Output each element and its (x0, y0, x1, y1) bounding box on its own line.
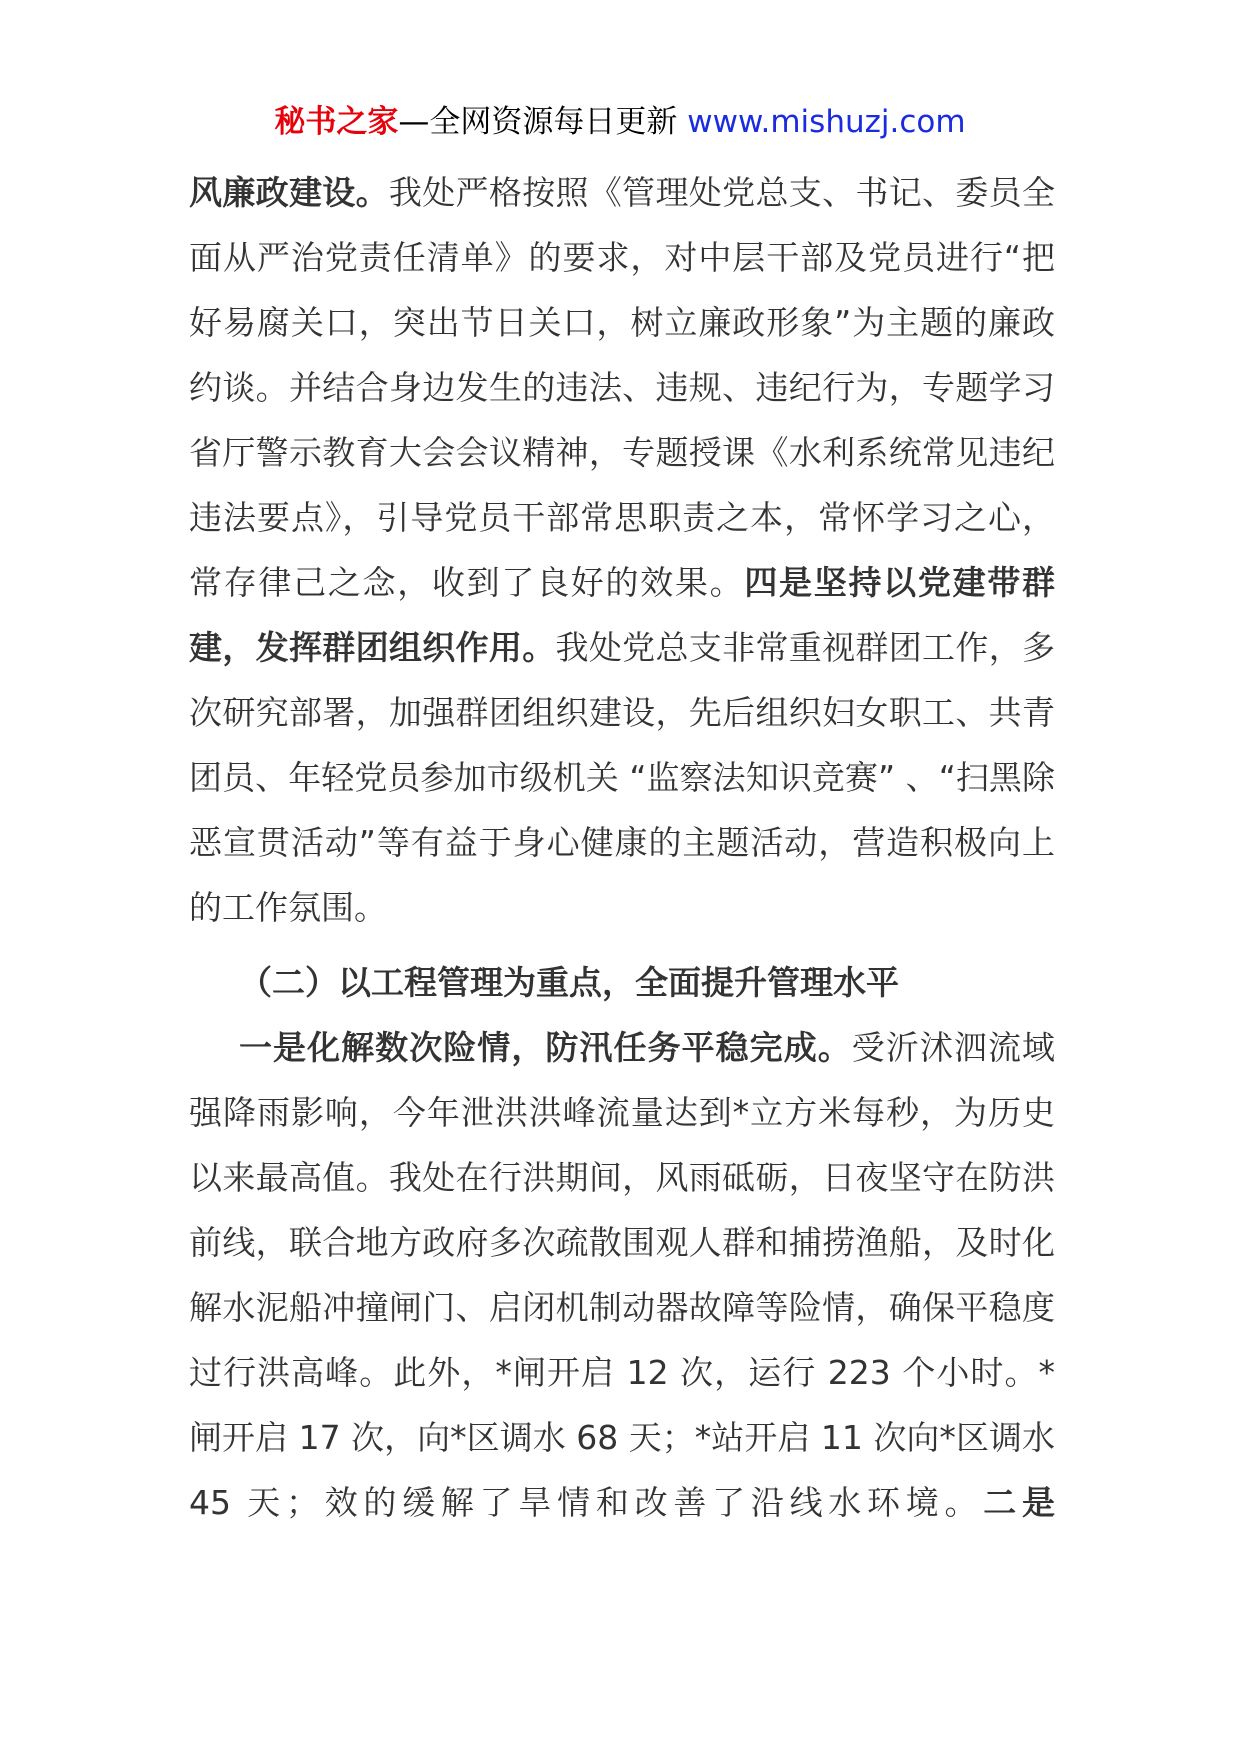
site-tagline: —全网资源每日更新 (398, 104, 678, 140)
site-url-link[interactable]: www.mishuzj.com (687, 104, 966, 140)
paragraph-party-building (189, 160, 1055, 940)
bold-lead-in: 风廉政建设。 (189, 173, 389, 212)
site-header (0, 100, 1240, 144)
paragraph-text: 受沂沭泗流域强降雨影响，今年泄洪洪峰流量达到*立方米每秒，为历史以来最高值。我处在行洪期间，风雨砥砺，日夜坚守在防洪前线，联合地方政府多次疏散围观人群和捕捞渔船，及时化解水泥船冲撞闸门、启闭机制动器故障等险情，确保平稳度过行洪高峰。此外，*闸开启 12 次，运行 223 个小时。*闸开启 17 次，向*区调水 68 天；*站开启 11 次向*区调水 45 天；效的缓解了旱情和改善了沿线水环境。 (189, 1028, 1056, 1522)
site-brand: 秘书之家 (274, 104, 399, 140)
section-heading: （二）以工程管理为重点，全面提升管理水平 (239, 963, 899, 1002)
paragraph-text: 我处严格按照《管理处党总支、书记、委员全面从严治党责任清单》的要求，对中层干部及党员进行“把好易腐关口，突出节日关口，树立廉政形象”为主题的廉政约谈。并结合身边发生的违法、违规、违纪行为，专题学习省厅警示教育大会会议精神，专题授课《水利系统常见违纪违法要点》，引导党员干部常思职责之本，常怀学习之心，常存律己之念，收到了良好的效果。 (189, 173, 1056, 602)
bold-point-one: 一是化解数次险情，防汛任务平稳完成。 (239, 1028, 852, 1067)
bold-point-two-start: 二是 (983, 1483, 1056, 1522)
paragraph-text: 我处党总支非常重视群团工作，多次研究部署，加强群团组织建设，先后组织妇女职工、共青团员、年轻党员参加市级机关 “监察法知识竞赛” 、“扫黑除恶宣贯活动”等有益于身心健康的主题活动，营造积极向上的工作氛围。 (189, 628, 1056, 927)
document-body (189, 160, 1055, 1535)
paragraph-flood-control (189, 1015, 1055, 1535)
bold-point-four: 四是坚持以党建带群建，发挥群团组织作用。 (189, 563, 1056, 667)
